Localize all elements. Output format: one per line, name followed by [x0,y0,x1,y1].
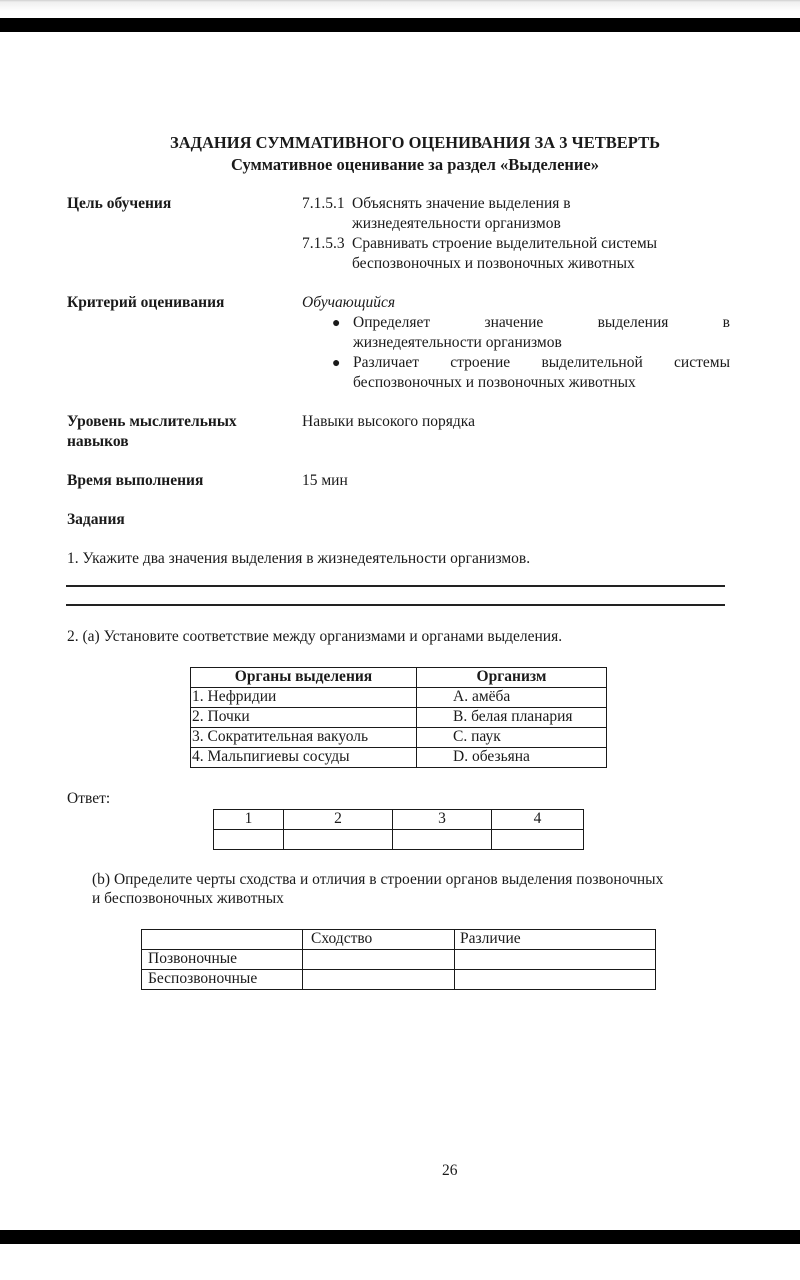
criterion-bullet-2-line1 [353,354,730,372]
task1-text: 1. Укажите два значения выделения в жизнедеятельности организмов. [67,550,531,567]
organism-cell: D. обезьяна [417,748,607,768]
organ-cell: 1. Нефридии [191,688,417,708]
thinking-value: Навыки высокого порядка [302,413,475,430]
table-row [191,708,607,728]
criterion-bullet-1-line1 [353,314,730,332]
answer-line-1[interactable] [66,585,725,587]
answer-line-2[interactable] [66,604,725,606]
table-row [191,748,607,768]
organ-cell: 2. Почки [191,708,417,728]
word: значение [484,314,544,331]
organ-cell: 3. Сократительная вакуоль [191,728,417,748]
answer-cell-2[interactable] [284,830,393,850]
answer-value-row [214,830,584,850]
criterion-bullet-2-line2: беспозвоночных и позвоночных животных [353,374,636,391]
organism-cell: A. амёба [417,688,607,708]
tasks-heading: Задания [67,511,125,528]
document-subtitle: Суммативное оценивание за раздел «Выделение» [231,155,599,174]
task2b-text-line2: и беспозвоночных животных [92,890,284,907]
goal-item-1-line1: Объяснять значение выделения в [352,195,571,212]
header-organism: Организм [417,668,607,688]
similarity-cell[interactable] [303,970,455,990]
table-row [142,950,656,970]
answer-cell-4[interactable] [492,830,584,850]
comparison-header-row [142,930,656,950]
criterion-bullet-1-line2: жизнедеятельности организмов [353,334,562,351]
goal-item-2-line1: Сравнивать строение выделительной системы [352,235,658,252]
top-black-bar [0,18,800,32]
goal-item-1-line2: жизнедеятельности организмов [352,215,561,232]
task2a-text: 2. (a) Установите соответствие между организмами и органами выделения. [67,628,563,645]
task2b-text-line1: (b) Определите черты сходства и отличия в строении органов выделения позвоночных [92,871,664,888]
thinking-label-line2: навыков [67,433,129,450]
answer-header-2: 2 [284,810,393,830]
table-row [191,688,607,708]
answer-header-row [214,810,584,830]
word: выделительной [541,354,643,371]
answer-header-4: 4 [492,810,584,830]
word: строение [450,354,511,371]
goal-item-1-code: 7.1.5.1 [302,195,345,212]
answer-label: Ответ: [67,790,111,807]
goal-item-2-code: 7.1.5.3 [302,235,345,252]
table-header-row [191,668,607,688]
word: системы [674,354,730,371]
time-label: Время выполнения [67,472,204,489]
word: в [722,314,730,331]
page-number: 26 [442,1162,458,1179]
answer-cell-3[interactable] [393,830,492,850]
bullet-icon: ● [332,316,341,331]
document-title: ЗАДАНИЯ СУММАТИВНОГО ОЦЕНИВАНИЯ ЗА 3 ЧЕТВЕРТЬ [170,133,660,152]
difference-cell[interactable] [455,950,656,970]
organ-cell: 4. Мальпигиевы сосуды [191,748,417,768]
criterion-intro: Обучающийся [302,294,396,311]
comparison-table [141,929,656,990]
header-difference: Различие [455,930,656,950]
bullet-icon: ● [332,356,341,371]
word: Определяет [353,314,431,331]
screen-top-edge [0,0,800,18]
goal-item-2-line2: беспозвоночных и позвоночных животных [352,255,635,272]
answer-header-1: 1 [214,810,284,830]
word: Различает [353,354,419,371]
bottom-black-bar [0,1230,800,1244]
corner-cell [142,930,303,950]
thinking-label-line1: Уровень мыслительных [67,413,237,430]
organism-cell: C. паук [417,728,607,748]
criterion-label: Критерий оценивания [67,294,225,311]
organism-cell: B. белая планария [417,708,607,728]
time-value: 15 мин [302,472,348,489]
word: выделения [597,314,669,331]
answer-cell-1[interactable] [214,830,284,850]
answer-header-3: 3 [393,810,492,830]
answer-table [213,809,584,850]
difference-cell[interactable] [455,970,656,990]
row-label-vertebrates: Позвоночные [142,950,303,970]
row-label-invertebrates: Беспозвоночные [142,970,303,990]
similarity-cell[interactable] [303,950,455,970]
table-row [142,970,656,990]
header-organs: Органы выделения [191,668,417,688]
goal-label: Цель обучения [67,195,172,212]
header-similarity: Сходство [303,930,455,950]
matching-table [190,667,607,768]
table-row [191,728,607,748]
